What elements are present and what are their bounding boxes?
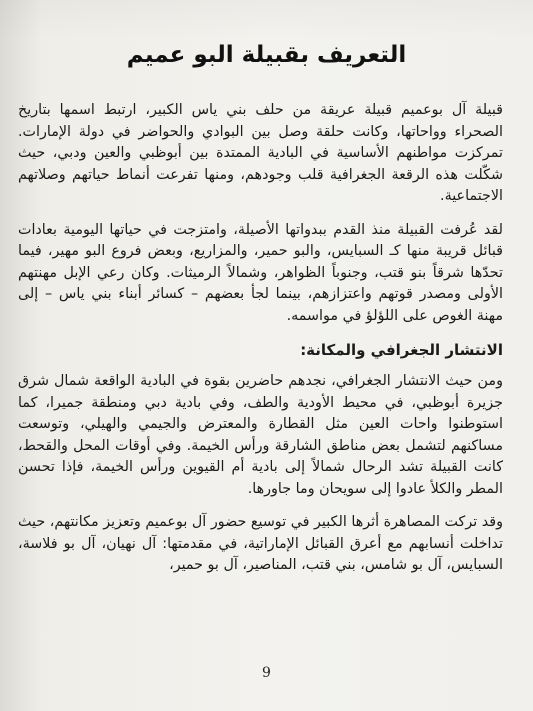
- bleed-through-shadow: [0, 0, 533, 40]
- paragraph-geography: ومن حيث الانتشار الجغرافي، نجدهم حاضرين بقوة في البادية الواقعة شمال شرق جزيرة أبوظبي، في محيط الأودية والطف، وفي بادية دبي ومنطقة جميرا، كما استوطنوا واحات العين مثل القطارة والمعترض والجيمي والهيلي، وتوسعت مساكنهم لتشمل بعض مناطق الشارقة ورأس الخيمة. وفي أوقات المحل والقحط، كانت القبيلة تشد الرحال شمالاً إلى بادية أم القيوين ورأس الخيمة، فإذا تحسن المطر والكلأ عادوا إلى سويحان وما جاورها.: [18, 373, 503, 497]
- section-heading: الانتشار الجغرافي والمكانة:: [300, 341, 503, 359]
- paragraph-traditions: لقد عُرفت القبيلة منذ القدم ببدواتها الأصيلة، وامتزجت في حياتها اليومية بعادات قبائل قريبة منها كـ السبايس، والبو حمير، والمزاريع، وبعض فروع البو مهير، فيما تحدّها شرقاً بنو قتب، وجنوباً الظواهر، وشمالاً الرميثات. وكان رعي الإبل مهنتهم الأولى ومصدر قوتهم واعتزازهم، بينما لجأ بعضهم – كسائر أبناء بني ياس – إلى مهنة الغوص على اللؤلؤ في مواسمه.: [18, 221, 503, 324]
- paragraph-intro: قبيلة آل بوعميم قبيلة عريقة من حلف بني ياس الكبير، ارتبط اسمها بتاريخ الصحراء وواحاتها، وكانت حلقة وصل بين البوادي والحواضر في دولة الإمارات. تمركزت مواطنهم الأساسية في البادية الممتدة بين أبوظبي والعين ودبي، حيث شكّلت هذه الرقعة الجغرافية قلب وجودهم، ومنها تفرعت أنماط حياتهم وصلاتهم الاجتماعية.: [18, 102, 503, 204]
- page-number: 9: [262, 665, 271, 681]
- paragraph-kinship: وقد تركت المصاهرة أثرها الكبير في توسيع حضور آل بوعميم وتعزيز مكانتهم، حيث تداخلت أنسابهم مع أعرق القبائل الإماراتية، في مقدمتها: آل نهيان، آل بو فلاسة، السبايس، آل بو شامس، بني قتب، المناصير، آل بو حمير،: [18, 514, 503, 573]
- body-text: [18, 100, 503, 589]
- page-title: التعريف بقبيلة البو عميم: [126, 42, 407, 68]
